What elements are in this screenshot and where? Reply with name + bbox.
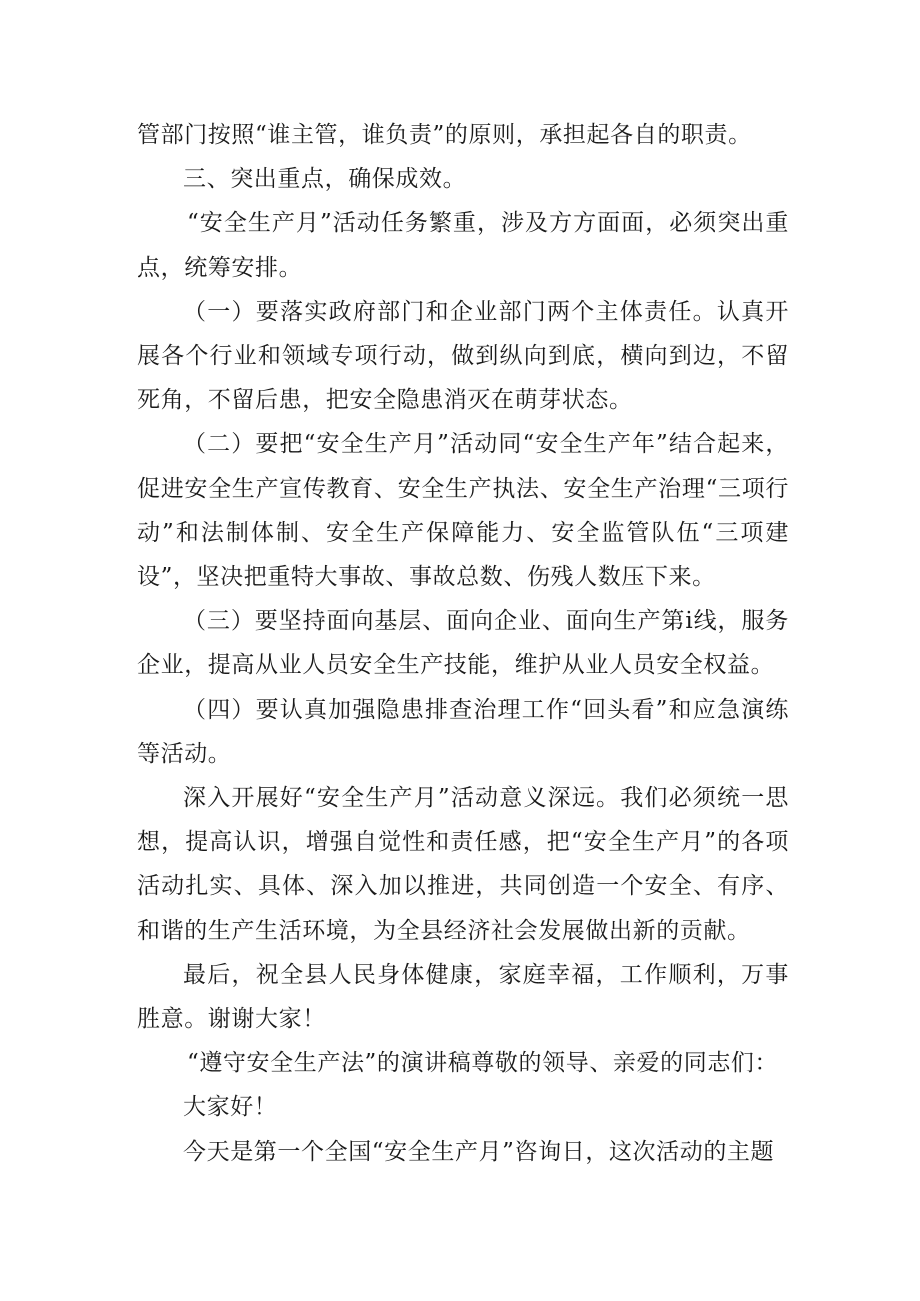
speech-title: “遵守安全生产法”的演讲稿尊敬的领导、亲爱的同志们： <box>187 1050 779 1077</box>
speech-greeting: 大家好！ <box>183 1094 278 1121</box>
paragraph-significance: 深入开展好“安全生产月”活动意义深远。我们必须统一思想，提高认识，增强自觉性和责任感，把“安全生产月”的各项活动扎实、具体、深入加以推进，共同创造一个安全、有序、和谐的生产生活环境，为全县经济社会发展做出新的贡献。 <box>137 785 789 944</box>
paragraph-item-one: （一）要落实政府部门和企业部门两个主体责任。认真开展各个行业和领域专项行动，做到纵向到底，横向到边，不留死角，不留后患，把安全隐患消灭在萌芽状态。 <box>137 298 789 414</box>
section-heading-three: 三、突出重点，确保成效。 <box>183 166 467 193</box>
paragraph-closing: 最后，祝全县人民身体健康，家庭幸福，工作顺利，万事胜意。谢谢大家！ <box>137 961 789 1033</box>
paragraph-item-three: （三）要坚持面向基层、面向企业、面向生产第i线，服务企业，提高从业人员安全生产技能，维护从业人员安全权益。 <box>137 608 789 679</box>
document-body <box>137 113 789 1174</box>
paragraph-continuation: 管部门按照“谁主管，谁负责”的原则，承担起各自的职责。 <box>137 122 752 148</box>
paragraph-item-four: （四）要认真加强隐患排查治理工作“回头看”和应急演练等活动。 <box>137 696 789 767</box>
paragraph-item-two: （二）要把“安全生产月”活动同“安全生产年”结合起来，促进安全生产宣传教育、安全生产执法、安全生产治理“三项行动”和法制体制、安全生产保障能力、安全监管队伍“三项建设”，坚决把重特大事故、事故总数、伤残人数压下来。 <box>137 431 789 591</box>
speech-opening: 今天是第一个全国“安全生产月”咨询日，这次活动的主题 <box>183 1138 775 1165</box>
paragraph-intro: “安全生产月”活动任务繁重，涉及方方面面，必须突出重点，统筹安排。 <box>137 210 789 281</box>
